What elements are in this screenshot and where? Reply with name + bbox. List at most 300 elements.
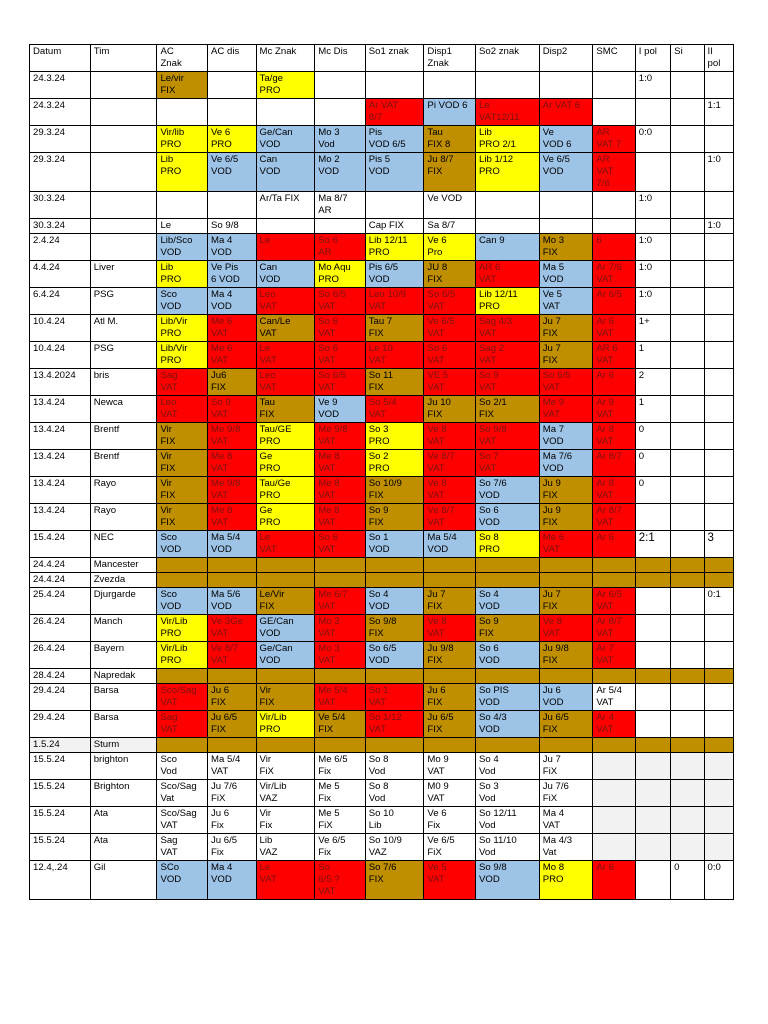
table-cell: So 4 VOD bbox=[365, 588, 424, 615]
table-cell: Vir/lib PRO bbox=[157, 126, 208, 153]
table-cell: Ar 8/7 VAT bbox=[593, 504, 635, 531]
table-cell bbox=[704, 450, 733, 477]
table-cell bbox=[539, 192, 593, 219]
table-cell: Lib/Sco VOD bbox=[157, 234, 208, 261]
date-cell: 24.3.24 bbox=[30, 99, 91, 126]
table-cell: Me 6 VAT bbox=[539, 531, 593, 558]
table-cell bbox=[315, 72, 366, 99]
table-cell: AR VAT 7/6 bbox=[593, 153, 635, 192]
table-cell: So 11/10 Vod bbox=[476, 834, 540, 861]
table-cell: Me 6/7 VAT bbox=[315, 588, 366, 615]
table-cell: Ge PRO bbox=[256, 450, 315, 477]
table-cell bbox=[476, 669, 540, 684]
team-cell: brighton bbox=[90, 753, 157, 780]
table-cell: So 2/1 FIX bbox=[476, 396, 540, 423]
table-row bbox=[30, 642, 734, 669]
table-cell: So 9/8 VAT bbox=[476, 423, 540, 450]
table-cell bbox=[671, 588, 704, 615]
table-cell: Ta/ge PRO bbox=[256, 72, 315, 99]
team-cell: bris bbox=[90, 369, 157, 396]
table-cell bbox=[671, 315, 704, 342]
table-cell: So 1/12 VAT bbox=[365, 711, 424, 738]
table-row bbox=[30, 126, 734, 153]
table-cell: AR VAT 7 bbox=[593, 126, 635, 153]
table-cell bbox=[424, 72, 476, 99]
table-cell: Ar VAT 6 bbox=[539, 99, 593, 126]
table-cell bbox=[671, 261, 704, 288]
header-cell: I pol bbox=[635, 45, 670, 72]
table-cell bbox=[671, 711, 704, 738]
team-cell bbox=[90, 153, 157, 192]
date-cell: 28.4.24 bbox=[30, 669, 91, 684]
table-cell: So 1 VOD bbox=[365, 531, 424, 558]
table-cell bbox=[635, 807, 670, 834]
table-cell: Sag 2 VAT bbox=[476, 342, 540, 369]
table-cell bbox=[671, 396, 704, 423]
table-cell: 0:0 bbox=[635, 126, 670, 153]
table-cell: Ju 7/6 FiX bbox=[208, 780, 257, 807]
table-cell bbox=[256, 738, 315, 753]
date-cell: 24.4.24 bbox=[30, 573, 91, 588]
header-cell: Disp2 bbox=[539, 45, 593, 72]
table-cell bbox=[704, 342, 733, 369]
date-cell: 25.4.24 bbox=[30, 588, 91, 615]
date-cell: 10.4.24 bbox=[30, 342, 91, 369]
table-cell bbox=[208, 99, 257, 126]
table-cell: Me 5 FiX bbox=[315, 807, 366, 834]
table-cell bbox=[424, 558, 476, 573]
table-cell bbox=[635, 669, 670, 684]
table-cell: Me 9/8 VAT bbox=[315, 423, 366, 450]
team-cell: Djurgarde bbox=[90, 588, 157, 615]
date-cell: 13.4.2024 bbox=[30, 369, 91, 396]
table-cell: Ma 5/4 VOD bbox=[208, 531, 257, 558]
table-cell bbox=[671, 807, 704, 834]
table-cell: Ar 8/7 VAT bbox=[593, 615, 635, 642]
table-cell bbox=[365, 558, 424, 573]
table-cell: Me 9/8 VAT bbox=[208, 477, 257, 504]
team-cell bbox=[90, 219, 157, 234]
table-cell bbox=[635, 738, 670, 753]
table-cell: AR 6 VAT bbox=[476, 261, 540, 288]
table-cell bbox=[157, 738, 208, 753]
header-cell: AC dis bbox=[208, 45, 257, 72]
table-row bbox=[30, 315, 734, 342]
table-cell bbox=[157, 669, 208, 684]
table-row bbox=[30, 738, 734, 753]
table-cell: Ar 6 bbox=[593, 369, 635, 396]
table-cell: Cap FIX bbox=[365, 219, 424, 234]
table-cell: Vir Fix bbox=[256, 807, 315, 834]
header-cell: Mc Znak bbox=[256, 45, 315, 72]
table-cell bbox=[671, 642, 704, 669]
table-cell: Ar 6 bbox=[593, 861, 635, 900]
table-cell: 0 bbox=[635, 477, 670, 504]
table-cell: So 6 VAT bbox=[315, 531, 366, 558]
table-cell: So 9 FIX bbox=[365, 504, 424, 531]
table-cell bbox=[671, 477, 704, 504]
table-cell: So 6/5 VAT bbox=[424, 288, 476, 315]
table-cell: So PIS VOD bbox=[476, 684, 540, 711]
table-cell bbox=[424, 669, 476, 684]
table-row bbox=[30, 573, 734, 588]
table-cell: So 8 Vod bbox=[365, 753, 424, 780]
table-cell: Ve 6/5 Fix bbox=[315, 834, 366, 861]
table-cell: Can 9 bbox=[476, 234, 540, 261]
table-cell: Le bbox=[157, 219, 208, 234]
table-cell: Ju 7/6 FiX bbox=[539, 780, 593, 807]
table-cell bbox=[365, 573, 424, 588]
table-cell: So 9/8 FIX bbox=[365, 615, 424, 642]
table-cell: Ma 5/6 VOD bbox=[208, 588, 257, 615]
table-cell: Me 9 VAT bbox=[539, 396, 593, 423]
date-cell: 15.4.24 bbox=[30, 531, 91, 558]
table-row bbox=[30, 780, 734, 807]
table-cell: Sco VOD bbox=[157, 288, 208, 315]
table-cell: Ve 5 VAT bbox=[424, 861, 476, 900]
table-cell: Ar 6 bbox=[593, 531, 635, 558]
table-cell: So 10/9 FIX bbox=[365, 477, 424, 504]
table-cell bbox=[476, 192, 540, 219]
header-cell: Disp1 Znak bbox=[424, 45, 476, 72]
table-cell bbox=[671, 738, 704, 753]
table-cell bbox=[671, 126, 704, 153]
table-cell: Ju 7 FIX bbox=[539, 342, 593, 369]
date-cell: 29.3.24 bbox=[30, 153, 91, 192]
table-cell: 1:0 bbox=[635, 192, 670, 219]
table-cell: 1:0 bbox=[704, 219, 733, 234]
table-cell: Ju 10 FIX bbox=[424, 396, 476, 423]
table-cell bbox=[539, 558, 593, 573]
table-cell: 6 bbox=[593, 234, 635, 261]
table-cell bbox=[208, 72, 257, 99]
table-cell bbox=[365, 72, 424, 99]
table-row bbox=[30, 396, 734, 423]
table-cell bbox=[704, 573, 733, 588]
team-cell: PSG bbox=[90, 342, 157, 369]
table-cell: Tau FIX 8 bbox=[424, 126, 476, 153]
table-cell bbox=[539, 738, 593, 753]
table-cell: VE 5 VAT bbox=[424, 369, 476, 396]
table-cell: Leo 10/9 VAT bbox=[365, 288, 424, 315]
table-cell: So 3 PRO bbox=[365, 423, 424, 450]
table-cell bbox=[315, 558, 366, 573]
team-cell bbox=[90, 234, 157, 261]
table-cell bbox=[671, 669, 704, 684]
table-cell: Sco/Sag Vat bbox=[157, 780, 208, 807]
table-cell: Leo VAT bbox=[256, 369, 315, 396]
table-row bbox=[30, 423, 734, 450]
date-cell: 15.5.24 bbox=[30, 834, 91, 861]
table-row bbox=[30, 153, 734, 192]
table-cell bbox=[315, 669, 366, 684]
table-cell bbox=[671, 288, 704, 315]
team-cell bbox=[90, 126, 157, 153]
table-cell: Ve 9 VOD bbox=[315, 396, 366, 423]
table-cell: Mo 2 VOD bbox=[315, 153, 366, 192]
table-cell bbox=[256, 558, 315, 573]
team-cell bbox=[90, 192, 157, 219]
date-cell: 13.4.24 bbox=[30, 504, 91, 531]
table-cell: So 6/5 VAT bbox=[539, 369, 593, 396]
table-row bbox=[30, 219, 734, 234]
table-cell: 1:0 bbox=[704, 153, 733, 192]
table-cell: 1+ bbox=[635, 315, 670, 342]
table-cell: Ma 4/3 Vat bbox=[539, 834, 593, 861]
table-cell bbox=[704, 477, 733, 504]
table-cell: Vir FIX bbox=[157, 423, 208, 450]
table-cell bbox=[256, 573, 315, 588]
table-cell: Ve 8 VAT bbox=[424, 423, 476, 450]
team-cell bbox=[90, 72, 157, 99]
table-cell: Me 5 Fix bbox=[315, 780, 366, 807]
table-cell bbox=[635, 153, 670, 192]
team-cell: Sturm bbox=[90, 738, 157, 753]
table-cell bbox=[671, 558, 704, 573]
table-cell bbox=[671, 153, 704, 192]
team-cell: Rayo bbox=[90, 477, 157, 504]
table-cell bbox=[593, 573, 635, 588]
header-cell: So1 znak bbox=[365, 45, 424, 72]
table-cell: Tau 7 FIX bbox=[365, 315, 424, 342]
table-cell bbox=[704, 615, 733, 642]
table-cell: Me 8 VAT bbox=[208, 504, 257, 531]
date-cell: 24.4.24 bbox=[30, 558, 91, 573]
table-cell bbox=[208, 558, 257, 573]
table-cell: Ju 7 FIX bbox=[424, 588, 476, 615]
table-cell: So 4/3 VOD bbox=[476, 711, 540, 738]
table-cell bbox=[635, 684, 670, 711]
table-cell: Ve 8/7 VAT bbox=[424, 504, 476, 531]
table-cell: Mo 9 VAT bbox=[424, 753, 476, 780]
table-cell: Ve Pis 6 VOD bbox=[208, 261, 257, 288]
table-row bbox=[30, 288, 734, 315]
table-cell: Lib PRO bbox=[157, 153, 208, 192]
table-row bbox=[30, 588, 734, 615]
header-cell: Mc Dis bbox=[315, 45, 366, 72]
table-cell: Me 6 VAT bbox=[208, 315, 257, 342]
table-cell: Vir/Lib PRO bbox=[157, 615, 208, 642]
table-cell bbox=[704, 807, 733, 834]
table-cell: Ma 7/6 VOD bbox=[539, 450, 593, 477]
table-cell: 2:1 bbox=[635, 531, 670, 558]
table-cell: 1:1 bbox=[704, 99, 733, 126]
table-cell: 1:0 bbox=[635, 234, 670, 261]
schedule-sheet bbox=[29, 44, 734, 900]
table-cell: Sa 8/7 bbox=[424, 219, 476, 234]
table-cell: Ve VOD 6 bbox=[539, 126, 593, 153]
table-cell: Ju 6/5 Fix bbox=[208, 834, 257, 861]
table-cell: Lib/Vir PRO bbox=[157, 342, 208, 369]
table-cell bbox=[157, 192, 208, 219]
table-cell: Ma 5/4 VOD bbox=[424, 531, 476, 558]
date-cell: 15.5.24 bbox=[30, 753, 91, 780]
table-cell: Ve 8 VAT bbox=[539, 615, 593, 642]
table-row bbox=[30, 711, 734, 738]
table-cell: Ar 8/7 bbox=[593, 450, 635, 477]
table-cell: Ar 4 VAT bbox=[593, 711, 635, 738]
date-cell: 10.4.24 bbox=[30, 315, 91, 342]
table-cell: Ve 3Ge VAT bbox=[208, 615, 257, 642]
table-cell bbox=[539, 219, 593, 234]
table-cell: Can VOD bbox=[256, 153, 315, 192]
table-cell: Ju 7 FIX bbox=[539, 315, 593, 342]
table-row bbox=[30, 558, 734, 573]
team-cell: Barsa bbox=[90, 684, 157, 711]
table-row bbox=[30, 99, 734, 126]
date-cell: 13.4.24 bbox=[30, 450, 91, 477]
team-cell: PSG bbox=[90, 288, 157, 315]
table-cell: Lib/Vir PRO bbox=[157, 315, 208, 342]
table-cell: Le VAT bbox=[256, 531, 315, 558]
table-cell: Ar 6/5 bbox=[593, 288, 635, 315]
table-cell: Ve 6/5 VOD bbox=[208, 153, 257, 192]
table-cell bbox=[704, 684, 733, 711]
date-cell: 26.4.24 bbox=[30, 615, 91, 642]
table-cell: Ar 7 VAT bbox=[593, 642, 635, 669]
table-cell: Pis 5 VOD bbox=[365, 153, 424, 192]
table-cell: Le VAT bbox=[256, 861, 315, 900]
table-row bbox=[30, 234, 734, 261]
table-cell bbox=[539, 669, 593, 684]
table-cell: So 6 VAT bbox=[424, 342, 476, 369]
team-cell: Newca bbox=[90, 396, 157, 423]
team-cell: Brighton bbox=[90, 780, 157, 807]
table-cell bbox=[476, 219, 540, 234]
table-row bbox=[30, 450, 734, 477]
table-cell: Mo 3 Vod bbox=[315, 126, 366, 153]
table-cell: Vir FiX bbox=[256, 753, 315, 780]
table-cell: Ju6 FIX bbox=[208, 369, 257, 396]
table-cell: Ju 6 VOD bbox=[539, 684, 593, 711]
table-cell: Ar/Ta FIX bbox=[256, 192, 315, 219]
table-cell bbox=[315, 573, 366, 588]
table-cell: Lib 12/11 PRO bbox=[476, 288, 540, 315]
table-cell: 1:0 bbox=[635, 288, 670, 315]
schedule-table bbox=[29, 44, 734, 900]
table-cell: So 4 VOD bbox=[476, 588, 540, 615]
table-cell bbox=[704, 72, 733, 99]
table-cell: Ve 6 Pro bbox=[424, 234, 476, 261]
table-cell: Ma 5 VOD bbox=[539, 261, 593, 288]
table-cell: Ma 8/7 AR bbox=[315, 192, 366, 219]
table-cell: So 10 Lib bbox=[365, 807, 424, 834]
table-cell: Ju 9/8 FIX bbox=[539, 642, 593, 669]
date-cell: 6.4.24 bbox=[30, 288, 91, 315]
table-cell: Ve 8 VAT bbox=[424, 477, 476, 504]
table-cell: Sco Vod bbox=[157, 753, 208, 780]
table-cell: Ar 7/6 VAT bbox=[593, 261, 635, 288]
table-cell: So 6 VAT bbox=[315, 315, 366, 342]
table-cell bbox=[208, 192, 257, 219]
table-cell bbox=[208, 669, 257, 684]
table-cell bbox=[256, 99, 315, 126]
table-cell bbox=[635, 588, 670, 615]
table-cell bbox=[635, 834, 670, 861]
table-cell: So 6 VAT bbox=[315, 342, 366, 369]
team-cell: NEC bbox=[90, 531, 157, 558]
table-cell: Vir/Lib PRO bbox=[256, 711, 315, 738]
date-cell: 15.5.24 bbox=[30, 780, 91, 807]
table-row bbox=[30, 684, 734, 711]
table-cell bbox=[671, 504, 704, 531]
table-cell bbox=[593, 72, 635, 99]
table-cell bbox=[635, 861, 670, 900]
table-cell: Tau FIX bbox=[256, 396, 315, 423]
table-cell bbox=[476, 72, 540, 99]
table-cell: So 6 VOD bbox=[476, 642, 540, 669]
table-row bbox=[30, 504, 734, 531]
table-cell: So 9 VAT bbox=[208, 396, 257, 423]
table-cell: 0 bbox=[671, 861, 704, 900]
table-cell bbox=[635, 219, 670, 234]
table-row bbox=[30, 72, 734, 99]
header-cell: Datum bbox=[30, 45, 91, 72]
date-cell: 15.5.24 bbox=[30, 807, 91, 834]
table-cell: Ve 8/7 VAT bbox=[424, 450, 476, 477]
table-cell: Ju 6 FIX bbox=[208, 684, 257, 711]
table-cell bbox=[671, 615, 704, 642]
header-cell: II pol bbox=[704, 45, 733, 72]
table-cell: Sco/Sag VAT bbox=[157, 684, 208, 711]
table-cell bbox=[593, 192, 635, 219]
date-cell: 1.5.24 bbox=[30, 738, 91, 753]
table-cell bbox=[315, 99, 366, 126]
table-cell: So 9/8 VOD bbox=[476, 861, 540, 900]
table-cell: 0:1 bbox=[704, 588, 733, 615]
table-cell: Ve VOD bbox=[424, 192, 476, 219]
table-cell: Sag VAT bbox=[157, 369, 208, 396]
table-cell bbox=[671, 753, 704, 780]
table-cell: Ju 6 Fix bbox=[208, 807, 257, 834]
table-cell: So 7/6 VOD bbox=[476, 477, 540, 504]
table-cell bbox=[704, 753, 733, 780]
table-cell: Me 6/5 Fix bbox=[315, 753, 366, 780]
table-cell: Ve 8 VAT bbox=[424, 615, 476, 642]
table-cell: Sag 4/3 VAT bbox=[476, 315, 540, 342]
table-cell bbox=[365, 738, 424, 753]
header-row bbox=[30, 45, 734, 72]
table-cell: Ju 6/5 FIX bbox=[539, 711, 593, 738]
table-cell: Ar 9 VAT bbox=[593, 396, 635, 423]
table-cell: Ar VAT 8/7 bbox=[365, 99, 424, 126]
table-cell bbox=[476, 738, 540, 753]
table-cell: Ve 6/5 VOD bbox=[539, 153, 593, 192]
team-cell: Gil bbox=[90, 861, 157, 900]
table-cell bbox=[671, 684, 704, 711]
table-cell: Ve 6 Fix bbox=[424, 807, 476, 834]
table-row bbox=[30, 861, 734, 900]
header-cell: Si bbox=[671, 45, 704, 72]
table-cell bbox=[635, 615, 670, 642]
table-cell: Me 8 VAT bbox=[315, 477, 366, 504]
table-cell: 2 bbox=[635, 369, 670, 396]
table-cell: Vir FIX bbox=[157, 450, 208, 477]
table-cell bbox=[365, 192, 424, 219]
table-cell bbox=[704, 396, 733, 423]
table-cell bbox=[704, 126, 733, 153]
table-cell: Pis 6/5 VOD bbox=[365, 261, 424, 288]
table-cell: Ve 6 PRO bbox=[208, 126, 257, 153]
date-cell: 13.4.24 bbox=[30, 477, 91, 504]
table-cell bbox=[593, 669, 635, 684]
table-cell bbox=[635, 711, 670, 738]
table-cell: Ar 8 VAT bbox=[593, 423, 635, 450]
team-cell: Manch bbox=[90, 615, 157, 642]
table-cell: GE/Can VOD bbox=[256, 615, 315, 642]
table-cell: So 11 FIX bbox=[365, 369, 424, 396]
date-cell: 29.4.24 bbox=[30, 684, 91, 711]
